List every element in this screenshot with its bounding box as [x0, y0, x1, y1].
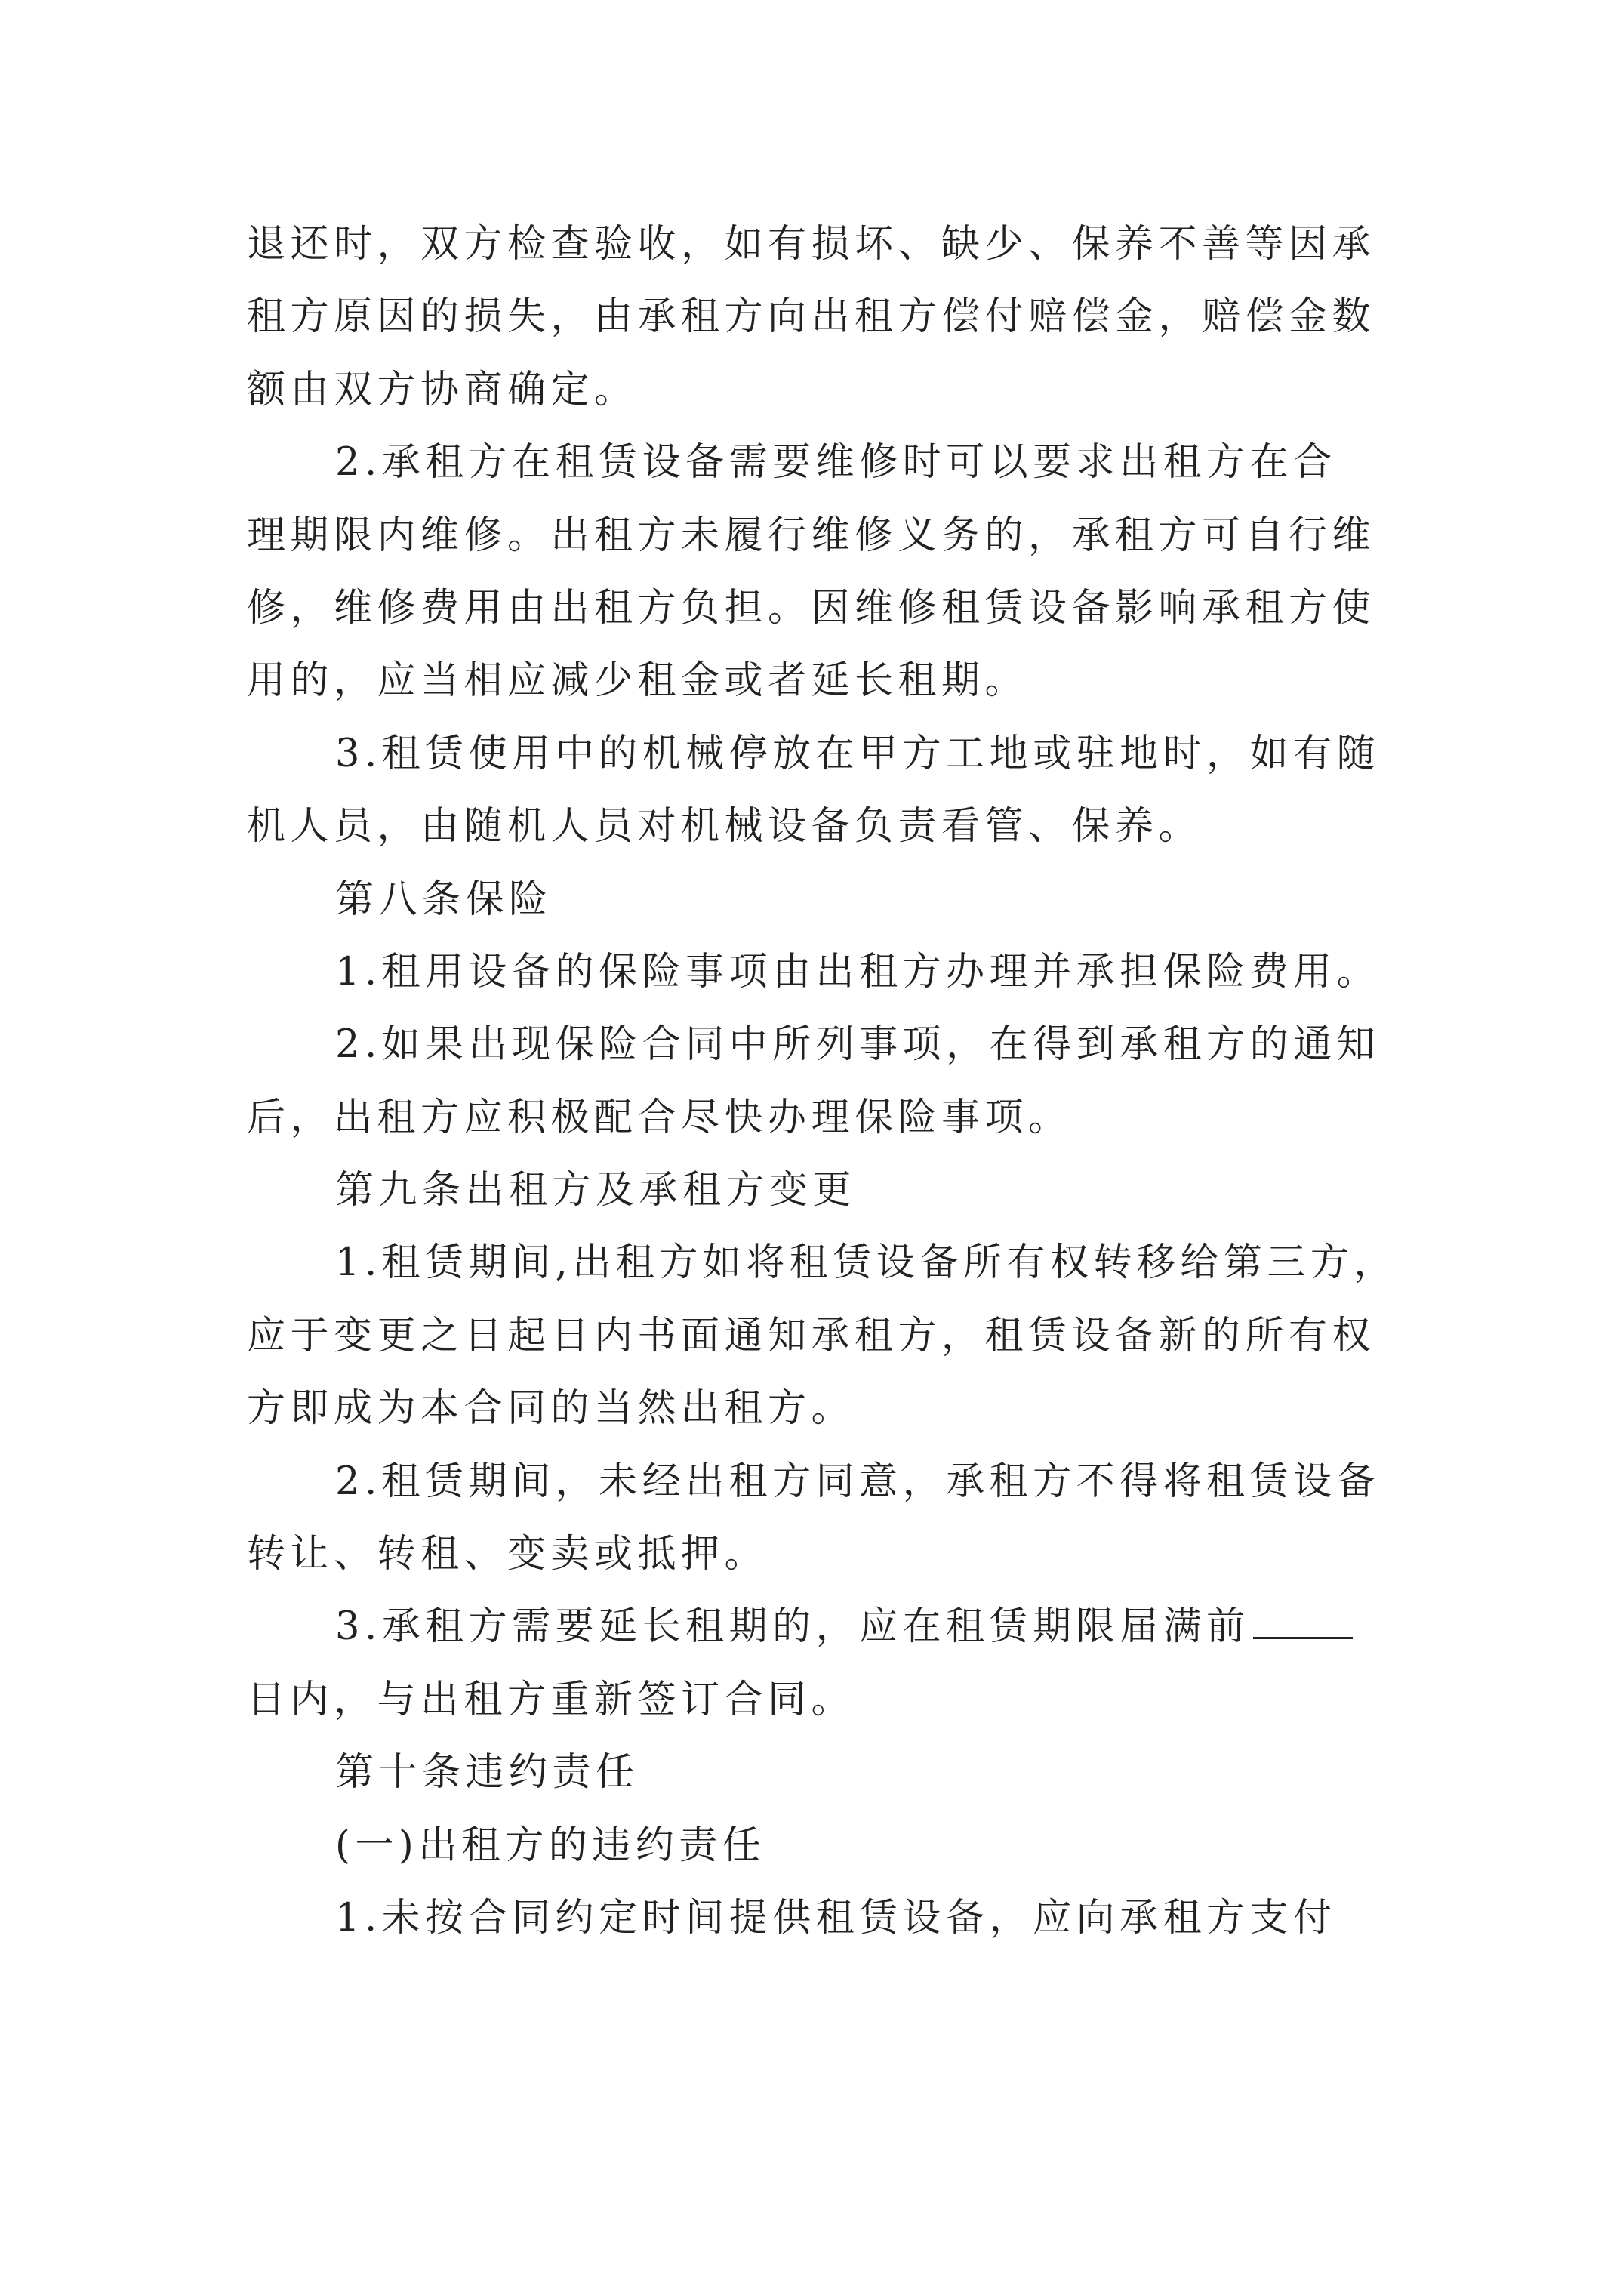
- text-line: 2.如果出现保险合同中所列事项，在得到承租方的通知: [335, 1022, 1381, 1068]
- text-line: 修，维修费用由出租方负担。因维修租赁设备影响承租方使: [247, 585, 1376, 630]
- text-line: 方即成为本合同的当然出租方。: [247, 1386, 855, 1432]
- section-heading: 第十条违约责任: [335, 1750, 639, 1795]
- document-body: [247, 208, 1397, 1955]
- text-line: 应于变更之日起日内书面通知承租方，租赁设备新的所有权: [247, 1313, 1376, 1358]
- text-line: 理期限内维修。出租方未履行维修义务的，承租方可自行维: [247, 513, 1376, 558]
- text-line: 3.租赁使用中的机械停放在甲方工地或驻地时，如有随: [335, 731, 1381, 776]
- text-line: 1.未按合同约定时间提供租赁设备，应向承租方支付: [335, 1895, 1337, 1940]
- text-line-with-blank: [247, 1591, 1379, 1663]
- section-heading: 第八条保险: [335, 877, 553, 922]
- text-line: 退还时，双方检查验收，如有损坏、缺少、保养不善等因承: [247, 222, 1376, 267]
- text-line: 2.租赁期间，未经出租方同意，承租方不得将租赁设备: [335, 1459, 1381, 1504]
- text-line: 租方原因的损失，由承租方向出租方偿付赔偿金，赔偿金数: [247, 294, 1376, 340]
- text-line: 额由双方协商确定。: [247, 367, 638, 412]
- text-line: 后，出租方应积极配合尽快办理保险事项。: [247, 1095, 1072, 1140]
- text-line: 1.租赁期间,出租方如将租赁设备所有权转移给第三方，: [335, 1240, 1397, 1286]
- subsection-heading: (一)出租方的违约责任: [335, 1823, 766, 1868]
- text-line: 日内，与出租方重新签订合同。: [247, 1677, 855, 1722]
- text-line: 用的，应当相应减少租金或者延长租期。: [247, 658, 1029, 704]
- fill-in-blank: [1253, 1599, 1353, 1639]
- text-line: 2.承租方在租赁设备需要维修时可以要求出租方在合: [335, 440, 1337, 485]
- text-line: 转让、转租、变卖或抵押。: [247, 1532, 768, 1577]
- text-line: 1.租用设备的保险事项由出租方办理并承担保险费用。: [335, 949, 1381, 994]
- text-line: 机人员，由随机人员对机械设备负责看管、保养。: [247, 804, 1203, 849]
- text-segment: 3.承租方需要延长租期的，应在租赁期限届满前: [335, 1604, 1250, 1650]
- section-heading: 第九条出租方及承租方变更: [335, 1168, 857, 1213]
